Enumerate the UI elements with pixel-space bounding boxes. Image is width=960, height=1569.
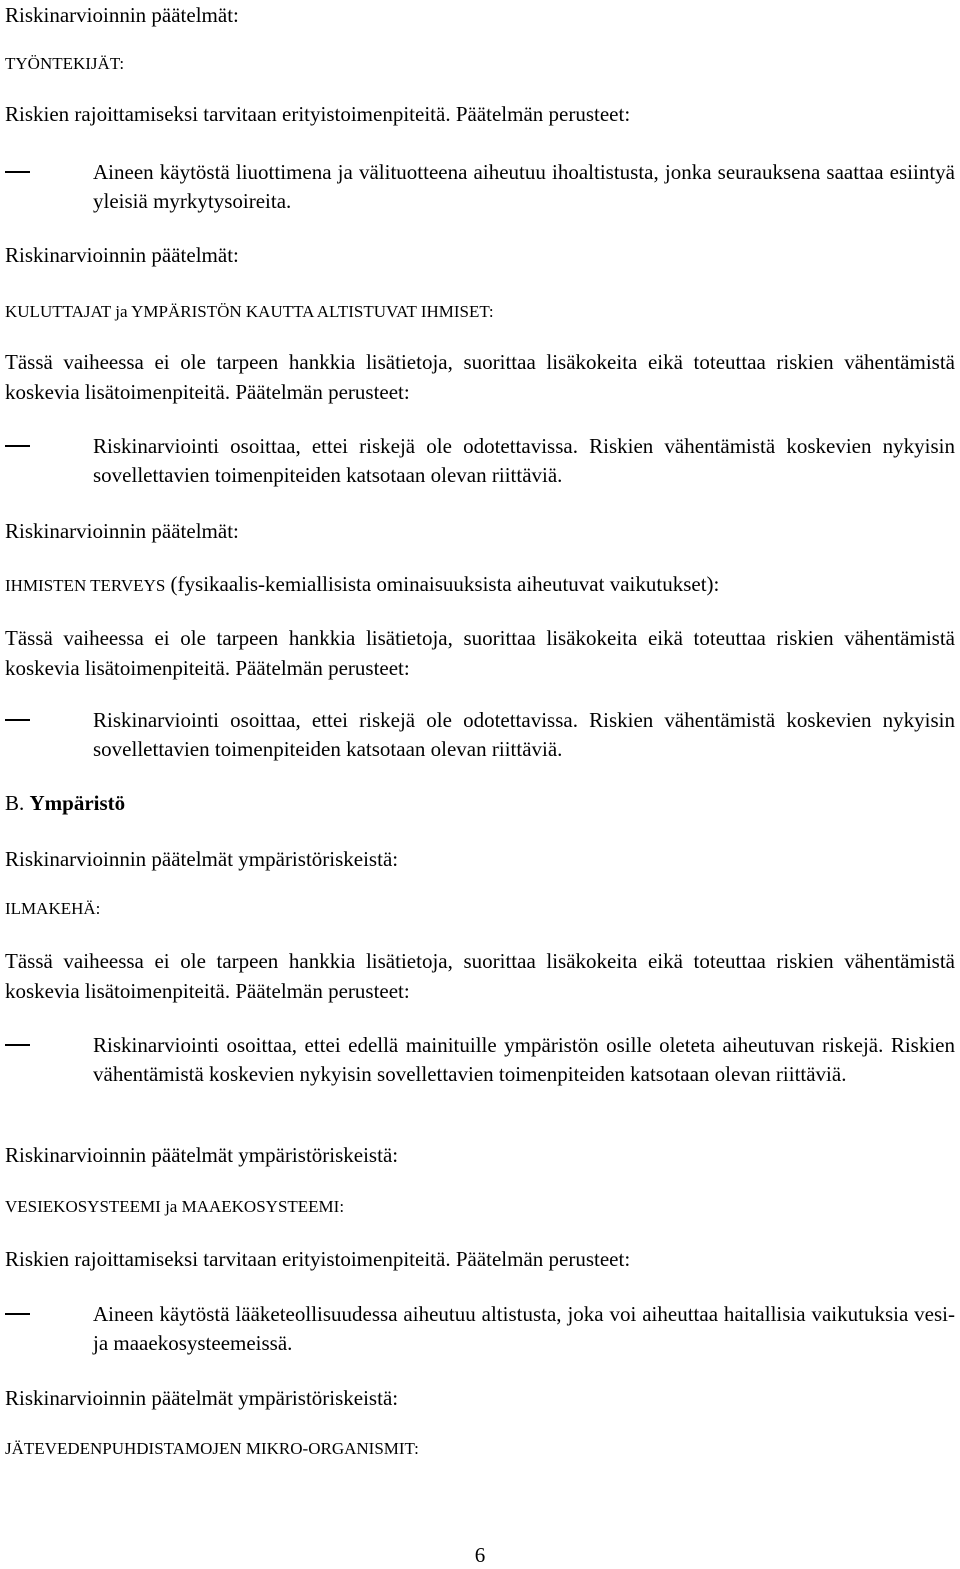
bullet-text: Riskinarviointi osoittaa, ettei riskejä ole odotettavissa. Riskien vähentämistä koskevien nykyisin sovellettavien toimenpiteiden katsotaan olevan riittäviä. [93, 434, 955, 487]
bullet-text: Aineen käytöstä lääketeollisuudessa aiheutuu altistusta, joka voi aiheuttaa haitallisia vaikutuksia vesi- ja maaekosysteemeissä. [93, 1302, 955, 1355]
bullet-item [5, 432, 955, 490]
bullet-text: Riskinarviointi osoittaa, ettei edellä mainituille ympäristön osille oleteta aiheutuvan riskejä. Riskien vähentämistä koskevien nykyisin sovellettavien toimenpiteiden katsotaan olevan riittäviä. [93, 1033, 955, 1086]
human-health-heading [5, 571, 719, 599]
bullet-item [5, 706, 955, 764]
conclusions-heading: Riskinarvioinnin päätelmät: [5, 519, 239, 543]
env-conclusions-heading: Riskinarvioinnin päätelmät ympäristöriskeistä: [5, 1386, 399, 1410]
human-health-label: IHMISTEN TERVEYS [5, 576, 166, 595]
dash-bullet-icon [5, 1313, 30, 1315]
section-title: Ympäristö [29, 791, 126, 815]
bullet-text: Aineen käytöstä liuottimena ja välituotteena aiheutuu ihoaltistusta, jonka seurauksena saattaa esiintyä yleisiä myrkytysoireita. [93, 160, 955, 213]
dash-bullet-icon [5, 445, 30, 447]
paragraph: Riskien rajoittamiseksi tarvitaan erityistoimenpiteitä. Päätelmän perusteet: [5, 102, 631, 126]
dash-bullet-icon [5, 719, 30, 721]
workers-label: TYÖNTEKIJÄT: [5, 54, 125, 73]
page-number: 6 [474, 1543, 486, 1567]
env-conclusions-heading: Riskinarvioinnin päätelmät ympäristöriskeistä: [5, 1143, 399, 1167]
bullet-item [5, 1300, 955, 1358]
conclusions-heading: Riskinarvioinnin päätelmät: [5, 3, 239, 27]
env-conclusions-heading: Riskinarvioinnin päätelmät ympäristöriskeistä: [5, 847, 399, 871]
paragraph: Tässä vaiheessa ei ole tarpeen hankkia lisätietoja, suorittaa lisäkokeita eikä toteuttaa riskien vähentämistä koskevia lisätoimenpiteitä. Päätelmän perusteet: [5, 626, 955, 680]
dash-bullet-icon [5, 1044, 30, 1046]
bullet-item [5, 158, 955, 216]
consumers-label: KULUTTAJAT ja YMPÄRISTÖN KAUTTA ALTISTUVAT IHMISET: [5, 302, 494, 321]
dash-bullet-icon [5, 171, 30, 173]
wastewater-label: JÄTEVEDENPUHDISTAMOJEN MIKRO-ORGANISMIT: [5, 1439, 419, 1458]
paragraph: Tässä vaiheessa ei ole tarpeen hankkia lisätietoja, suorittaa lisäkokeita eikä toteuttaa riskien vähentämistä koskevia lisätoimenpiteitä. Päätelmän perusteet: [5, 949, 955, 1003]
atmosphere-label: ILMAKEHÄ: [5, 899, 101, 918]
bullet-item [5, 1031, 955, 1089]
paragraph: Riskien rajoittamiseksi tarvitaan erityistoimenpiteitä. Päätelmän perusteet: [5, 1247, 631, 1271]
section-heading [5, 790, 125, 816]
bullet-text: Riskinarviointi osoittaa, ettei riskejä ole odotettavissa. Riskien vähentämistä koskevien nykyisin sovellettavien toimenpiteiden katsotaan olevan riittäviä. [93, 708, 955, 761]
section-prefix: B. [5, 791, 30, 815]
conclusions-heading: Riskinarvioinnin päätelmät: [5, 243, 239, 267]
paragraph: Tässä vaiheessa ei ole tarpeen hankkia lisätietoja, suorittaa lisäkokeita eikä toteuttaa riskien vähentämistä koskevia lisätoimenpiteitä. Päätelmän perusteet: [5, 350, 955, 404]
water-soil-label: VESIEKOSYSTEEMI ja MAAEKOSYSTEEMI: [5, 1197, 345, 1216]
human-health-description: (fysikaalis-kemiallisista ominaisuuksista aiheutuvat vaikutukset): [165, 572, 720, 596]
